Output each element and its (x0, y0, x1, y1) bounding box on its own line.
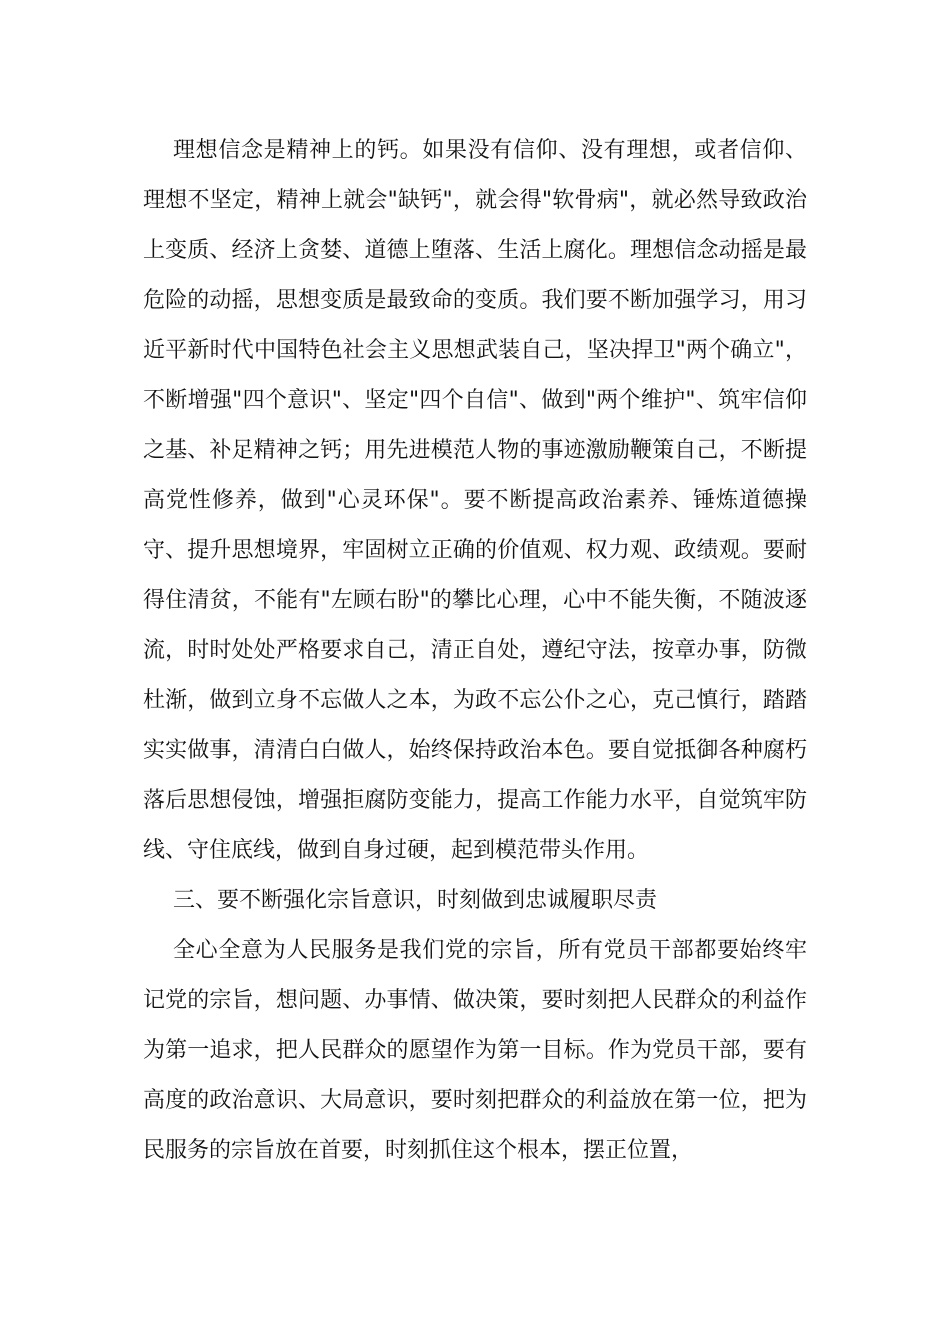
document-body (143, 126, 807, 1176)
section-heading-three: 三、要不断强化宗旨意识，时刻做到忠诚履职尽责 (173, 888, 658, 913)
paragraph-serve-people: 全心全意为人民服务是我们党的宗旨，所有党员干部都要始终牢记党的宗旨，想问题、办事情、做决策，要时刻把人民群众的利益作为第一追求，把人民群众的愿望作为第一目标。作为党员干部，要有高度的政治意识、大局意识，要时刻把群众的利益放在第一位，把为民服务的宗旨放在首要，时刻抓住这个根本，摆正位置， (143, 938, 807, 1163)
paragraph-ideals-belief: 理想信念是精神上的钙。如果没有信仰、没有理想，或者信仰、理想不坚定，精神上就会"缺钙"，就会得"软骨病"，就必然导致政治上变质、经济上贪婪、道德上堕落、生活上腐化。理想信念动摇是最危险的动摇，思想变质是最致命的变质。我们要不断加强学习，用习近平新时代中国特色社会主义思想武装自己，坚决捍卫"两个确立"，不断增强"四个意识"、坚定"四个自信"、做到"两个维护"、筑牢信仰之基、补足精神之钙；用先进模范人物的事迹激励鞭策自己，不断提高党性修养，做到"心灵环保"。要不断提高政治素养、锤炼道德操守、提升思想境界，牢固树立正确的价值观、权力观、政绩观。要耐得住清贫，不能有"左顾右盼"的攀比心理，心中不能失衡，不随波逐流，时时处处严格要求自己，清正自处，遵纪守法，按章办事，防微杜渐，做到立身不忘做人之本，为政不忘公仆之心，克己慎行，踏踏实实做事，清清白白做人，始终保持政治本色。要自觉抵御各种腐朽落后思想侵蚀，增强拒腐防变能力，提高工作能力水平，自觉筑牢防线、守住底线，做到自身过硬，起到模范带头作用。 (143, 138, 807, 863)
